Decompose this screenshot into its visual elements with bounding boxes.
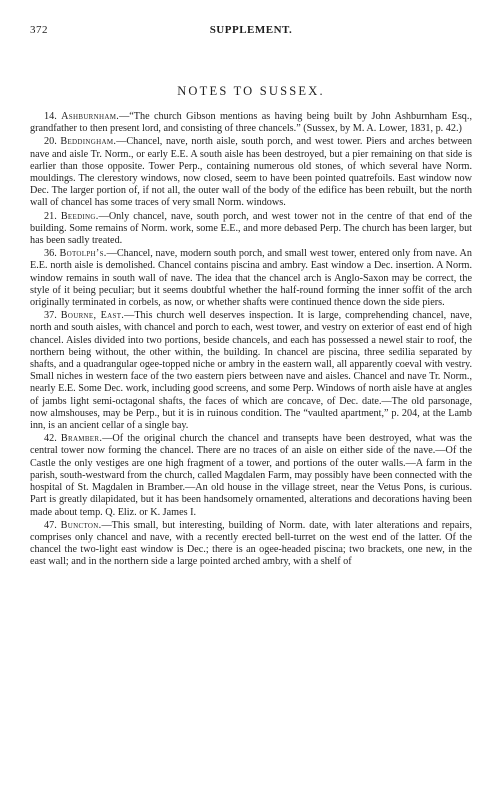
running-title: SUPPLEMENT. bbox=[209, 24, 293, 36]
entry-number: 47. bbox=[44, 519, 57, 531]
entry-number: 36. bbox=[44, 248, 57, 260]
note-entry bbox=[30, 211, 472, 248]
book-page bbox=[30, 20, 472, 782]
entry-text: —Of the original church the chancel and transepts have been destroyed, what was the central tower now forming the chancel. There are no traces of an aisle on either side of the nave.—Of the Castle the only vestiges are one high fragment of a tower, and portions of the outer walls.—A farm in the parish, south-westward from the church, called Magdalen Farm, may possibly have been connected with the hospital of St. Magdalen in Bramber.—An old house in the village street, near the Vetus Pons, is curious. Part is greatly dilapidated, but it has been handsomely ornamented, alterations and decorations having been made about temp. Q. Eliz. or K. James I. bbox=[30, 433, 473, 518]
section-title: NOTES TO SUSSEX. bbox=[177, 84, 325, 98]
entry-number: 37. bbox=[44, 310, 57, 322]
entry-number: 42. bbox=[44, 433, 57, 445]
note-entry bbox=[30, 136, 472, 209]
entry-place-name: Beeding. bbox=[60, 210, 99, 222]
note-entry bbox=[30, 248, 472, 309]
page-number: 372 bbox=[30, 24, 48, 36]
entry-text: —Only chancel, nave, south porch, and west tower not in the centre of that end of the building. Some remains of Norm. work, some E.E., and more debased Perp. The church has been larger, but has been sadly treated. bbox=[30, 210, 473, 247]
entry-text: —This church well deserves inspection. It is large, comprehending chancel, nave, north and south aisles, with chancel and porch to each, west tower, and vestry on exterior of east end of high chancel. Aisles divided into two portions, beside chancels, and each has possessed a newel stair to roof, the northern being without, the other within, the building. In chancel are piscina, three sedilia separated by shafts, and a quadrangular ogee-topped niche or ambry in the eastern wall, all apparently coeval with vestry. Small niches in western face of the two eastern piers between nave and aisles. Chancel and nave Tr. Norm., nearly E.E. Some Dec. work, including good screens, and some Perp. Windows of north aisle have at angles of jambs light semi-octagonal shafts, the faces of which are concave, of Dec. date.—The old parsonage, now almshouses, may be Perp., but it is in ruinous condition. The “vaulted apartment,” p. 204, at the Lamb inn, is an ancient cellar of a single bay. bbox=[30, 310, 472, 432]
note-entry bbox=[30, 520, 472, 569]
entry-number: 20. bbox=[44, 136, 57, 148]
running-head bbox=[30, 20, 472, 40]
entry-place-name: Botolph’s. bbox=[59, 248, 107, 260]
entry-text: —Chancel, nave, north aisle, south porch, and west tower. Piers and arches between nave and aisle Tr. Norm., or early E.E. A south aisle has been destroyed, but a pier remaining on that side is earlier than those opposite. Tower Perp., containing numerous old stones, of which several have Norm. mouldings. The clerestory windows, now closed, seem to have been pointed quatrefoils. East window now Dec. The larger portion of, if not all, the outer wall of the body of the edifice has been rebuilt, but the north wall of chancel has some traces of very small Norm. windows. bbox=[30, 136, 472, 209]
note-entry bbox=[30, 310, 472, 432]
entry-place-name: Ashburnham. bbox=[61, 111, 120, 122]
notes-body bbox=[30, 111, 472, 569]
note-entry bbox=[30, 433, 472, 518]
entry-text: —Chancel, nave, modern south porch, and small west tower, entered only from nave. An E.E. north aisle is demolished. Chancel contains piscina and ambry. East window a Dec. insertion. A Norm. window remains in south wall of nave. The idea that the chancel arch is Anglo-Saxon may be correct, the style of it being peculiar; but it seems doubtful whether the half-round forming the inner soffit of the arch originally terminated in corbels, as now, or whether shafts were continued thence down the side piers. bbox=[30, 248, 472, 309]
entry-place-name: Bramber. bbox=[60, 433, 103, 445]
entry-place-name: Beddingham. bbox=[60, 136, 117, 148]
entry-text: —This small, but interesting, building of Norm. date, with later alterations and repairs, comprises only chancel and nave, with a recently erected bell-turret on the west end of the latter. Of the chancel the two-light east window is Dec.; there is an ogee-headed piscina; two brackets, one new, in the east wall; and in the northern side a large pointed arched ambry, with a shelf of bbox=[30, 519, 473, 568]
entry-place-name: Buncton. bbox=[60, 519, 102, 531]
entry-number: 21. bbox=[44, 210, 57, 222]
note-entry bbox=[30, 111, 472, 135]
entry-place-name: Bourne, East. bbox=[60, 310, 125, 322]
entry-number: 14. bbox=[44, 111, 57, 122]
entry-text: —“The church Gibson mentions as having being built by John Ashburnham Esq., grandfather to then present lord, and consisting of three chancels.” (Sussex, by M. A. Lower, 1831, p. 42.) bbox=[30, 111, 472, 135]
